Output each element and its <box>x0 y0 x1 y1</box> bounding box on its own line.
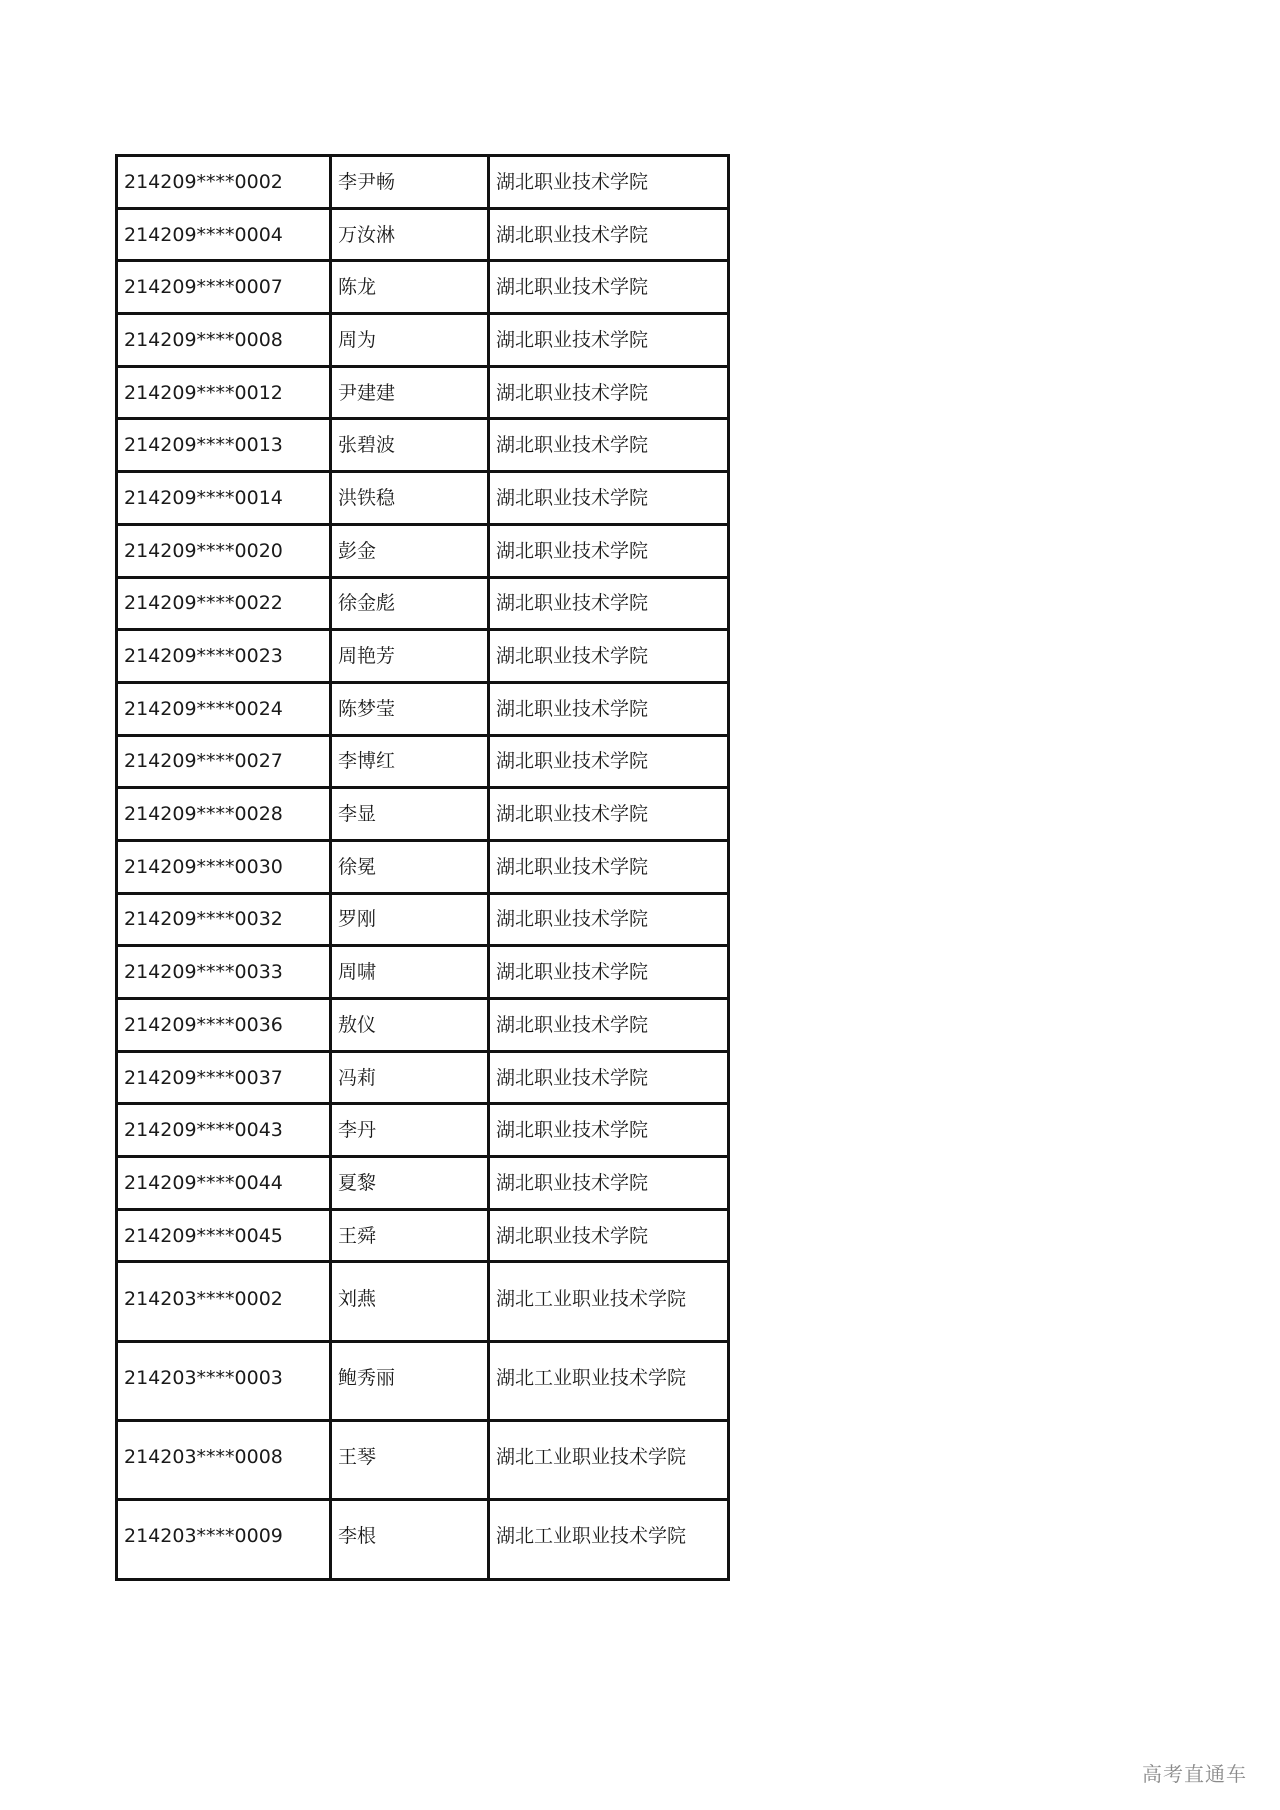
exam-id-cell: 214203****0009 <box>117 1500 331 1579</box>
admission-roster-table <box>115 154 730 1581</box>
school-cell: 湖北职业技术学院 <box>489 208 729 261</box>
school-cell: 湖北职业技术学院 <box>489 366 729 419</box>
student-name-cell: 周艳芳 <box>331 630 489 683</box>
school-cell: 湖北职业技术学院 <box>489 893 729 946</box>
student-name-cell: 王舜 <box>331 1209 489 1262</box>
table-row <box>117 419 729 472</box>
student-name-cell: 李博红 <box>331 735 489 788</box>
table-row <box>117 472 729 525</box>
school-cell: 湖北工业职业技术学院 <box>489 1341 729 1420</box>
student-name-cell: 陈龙 <box>331 261 489 314</box>
exam-id-cell: 214209****0002 <box>117 156 331 209</box>
school-cell: 湖北职业技术学院 <box>489 472 729 525</box>
student-name-cell: 刘燕 <box>331 1262 489 1341</box>
exam-id-cell: 214209****0022 <box>117 577 331 630</box>
student-name-cell: 徐冕 <box>331 840 489 893</box>
table-row <box>117 1104 729 1157</box>
exam-id-cell: 214209****0044 <box>117 1157 331 1210</box>
school-cell: 湖北职业技术学院 <box>489 735 729 788</box>
table-row <box>117 840 729 893</box>
student-name-cell: 李根 <box>331 1500 489 1579</box>
student-name-cell: 周啸 <box>331 946 489 999</box>
school-cell: 湖北职业技术学院 <box>489 524 729 577</box>
table-row <box>117 1209 729 1262</box>
student-name-cell: 尹建建 <box>331 366 489 419</box>
school-cell: 湖北职业技术学院 <box>489 261 729 314</box>
table-row <box>117 1500 729 1579</box>
school-cell: 湖北职业技术学院 <box>489 577 729 630</box>
exam-id-cell: 214209****0020 <box>117 524 331 577</box>
table-row <box>117 1157 729 1210</box>
student-name-cell: 徐金彪 <box>331 577 489 630</box>
student-name-cell: 周为 <box>331 314 489 367</box>
table-row <box>117 999 729 1052</box>
school-cell: 湖北职业技术学院 <box>489 630 729 683</box>
table-row <box>117 788 729 841</box>
student-name-cell: 李尹畅 <box>331 156 489 209</box>
exam-id-cell: 214209****0036 <box>117 999 331 1052</box>
table-row <box>117 1051 729 1104</box>
school-cell: 湖北职业技术学院 <box>489 788 729 841</box>
table-row <box>117 1262 729 1341</box>
student-name-cell: 洪铁稳 <box>331 472 489 525</box>
exam-id-cell: 214209****0045 <box>117 1209 331 1262</box>
school-cell: 湖北职业技术学院 <box>489 314 729 367</box>
watermark-text: 高考直通车 <box>1142 1762 1247 1786</box>
exam-id-cell: 214203****0008 <box>117 1421 331 1500</box>
student-name-cell: 李丹 <box>331 1104 489 1157</box>
school-cell: 湖北职业技术学院 <box>489 1051 729 1104</box>
student-name-cell: 冯莉 <box>331 1051 489 1104</box>
table-row <box>117 366 729 419</box>
exam-id-cell: 214203****0003 <box>117 1341 331 1420</box>
student-name-cell: 张碧波 <box>331 419 489 472</box>
table-row <box>117 261 729 314</box>
student-name-cell: 陈梦莹 <box>331 682 489 735</box>
exam-id-cell: 214209****0030 <box>117 840 331 893</box>
exam-id-cell: 214209****0012 <box>117 366 331 419</box>
school-cell: 湖北工业职业技术学院 <box>489 1500 729 1579</box>
school-cell: 湖北职业技术学院 <box>489 419 729 472</box>
exam-id-cell: 214209****0024 <box>117 682 331 735</box>
exam-id-cell: 214209****0004 <box>117 208 331 261</box>
exam-id-cell: 214209****0007 <box>117 261 331 314</box>
student-name-cell: 李显 <box>331 788 489 841</box>
exam-id-cell: 214209****0028 <box>117 788 331 841</box>
exam-id-cell: 214209****0033 <box>117 946 331 999</box>
table-row <box>117 946 729 999</box>
school-cell: 湖北职业技术学院 <box>489 156 729 209</box>
school-cell: 湖北职业技术学院 <box>489 682 729 735</box>
student-name-cell: 罗刚 <box>331 893 489 946</box>
exam-id-cell: 214209****0023 <box>117 630 331 683</box>
student-name-cell: 万汝淋 <box>331 208 489 261</box>
exam-id-cell: 214209****0008 <box>117 314 331 367</box>
table-row <box>117 682 729 735</box>
school-cell: 湖北工业职业技术学院 <box>489 1262 729 1341</box>
table-row <box>117 893 729 946</box>
exam-id-cell: 214209****0037 <box>117 1051 331 1104</box>
exam-id-cell: 214203****0002 <box>117 1262 331 1341</box>
school-cell: 湖北工业职业技术学院 <box>489 1421 729 1500</box>
student-name-cell: 夏黎 <box>331 1157 489 1210</box>
student-name-cell: 鲍秀丽 <box>331 1341 489 1420</box>
school-cell: 湖北职业技术学院 <box>489 946 729 999</box>
student-name-cell: 王琴 <box>331 1421 489 1500</box>
school-cell: 湖北职业技术学院 <box>489 1209 729 1262</box>
school-cell: 湖北职业技术学院 <box>489 1104 729 1157</box>
exam-id-cell: 214209****0013 <box>117 419 331 472</box>
school-cell: 湖北职业技术学院 <box>489 1157 729 1210</box>
table-row <box>117 735 729 788</box>
table-row <box>117 577 729 630</box>
exam-id-cell: 214209****0014 <box>117 472 331 525</box>
exam-id-cell: 214209****0032 <box>117 893 331 946</box>
student-name-cell: 彭金 <box>331 524 489 577</box>
school-cell: 湖北职业技术学院 <box>489 840 729 893</box>
table-row <box>117 314 729 367</box>
table-row <box>117 1421 729 1500</box>
table-row <box>117 524 729 577</box>
exam-id-cell: 214209****0027 <box>117 735 331 788</box>
table-row <box>117 630 729 683</box>
student-name-cell: 敖仪 <box>331 999 489 1052</box>
roster-table-body <box>117 156 729 1580</box>
table-row <box>117 1341 729 1420</box>
table-row <box>117 208 729 261</box>
school-cell: 湖北职业技术学院 <box>489 999 729 1052</box>
table-row <box>117 156 729 209</box>
exam-id-cell: 214209****0043 <box>117 1104 331 1157</box>
